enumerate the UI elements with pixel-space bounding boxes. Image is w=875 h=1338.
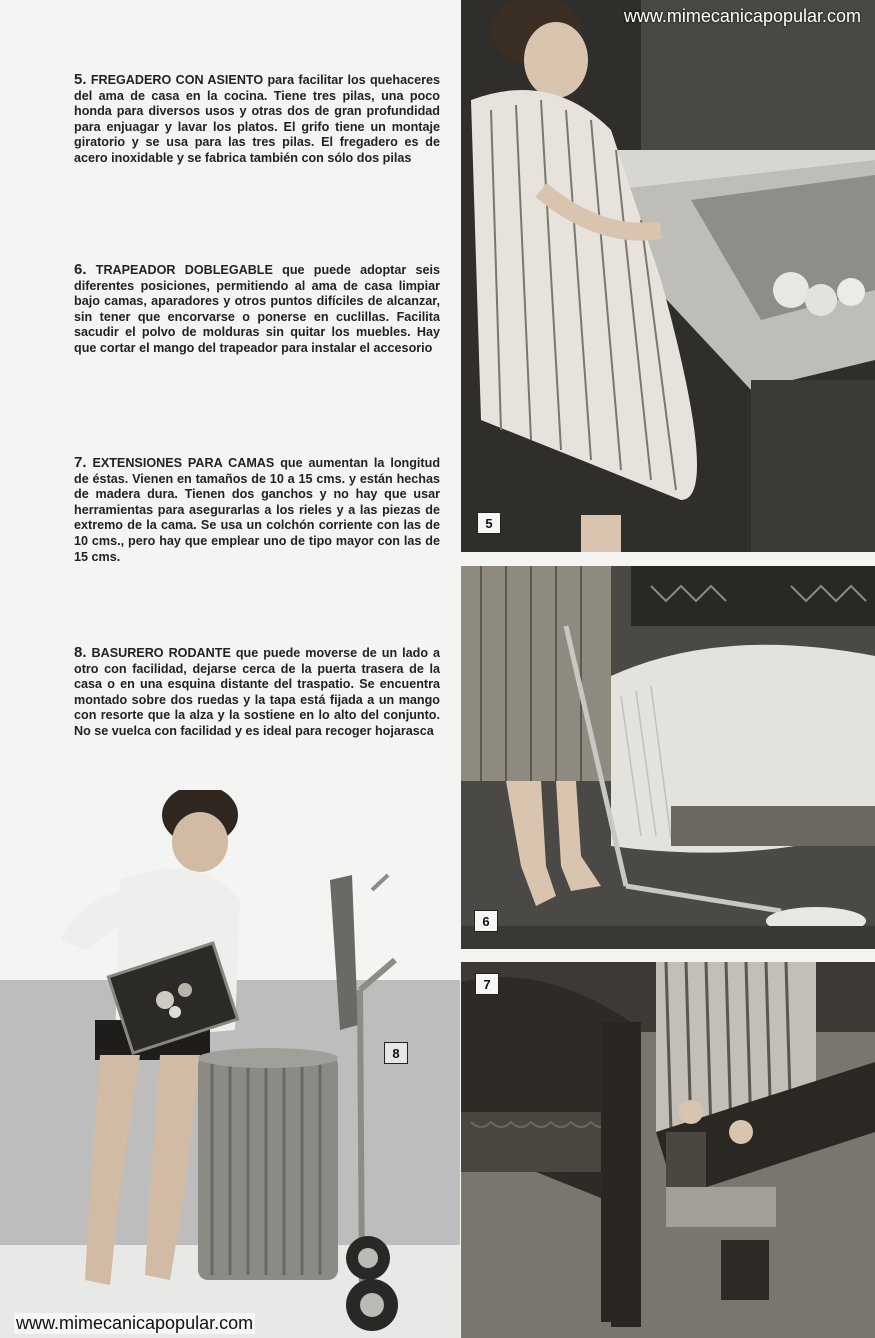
item-5-heading: FREGADERO CON ASIENTO [90,73,264,87]
item-7-text: que aumentan la longitud de éstas. Vienen en tamaños de 10 a 15 cms. y están hechas de madera dura. Tienen dos ganchos y no hay que usar herramientas para asegurarlas a los rieles y a las piezas de extremo de la cama. Se usa un colchón corriente con las de 10 cms., pero hay que emplear uno de tipo mayor con las de 15 cms. [74,456,441,564]
item-5-number: 5. [74,71,87,88]
item-6-number: 6. [74,261,87,278]
item-7-paragraph [74,455,440,565]
figure-label-8: 8 [384,1042,408,1064]
item-8-paragraph [74,645,440,740]
watermark-top: www.mimecanicapopular.com [623,6,861,26]
photo-folding-mop [461,566,875,949]
item-8-heading: BASURERO RODANTE [91,646,231,660]
item-8-text: que puede moverse de un lado a otro con facilidad, dejarse cerca de la puerta trasera de la casa o en una esquina distante del traspatio. Se encuentra montado sobre dos ruedas y la tapa está fijada a un mango con resorte que la alza y la sostiene en lo alto del conjunto. No se vuelca con facilidad y es ideal para recoger hojarasca [74,646,441,738]
figure-label-7: 7 [475,973,499,995]
item-7-heading: EXTENSIONES PARA CAMAS [92,456,275,470]
photo-rolling-trash-can [0,790,460,1338]
item-6-paragraph [74,262,440,357]
figure-label-6: 6 [474,910,498,932]
photo-bed-extensions [461,962,875,1338]
photo-sink-with-seat [461,0,875,552]
item-7-number: 7. [74,454,87,471]
item-5-text: para facilitar los quehaceres del ama de casa en la cocina. Tiene tres pilas, una poco honda para diversos usos y otras dos de gran profundidad para enjuagar y lavar los platos. El grifo tiene un montaje giratorio y se usa para las tres pilas. El fregadero es de acero inoxidable y se fabrica también con sólo dos pilas [74,73,440,165]
item-6-heading: TRAPEADOR DOBLEGABLE [95,263,273,277]
item-5-paragraph [74,72,440,167]
item-8-number: 8. [74,644,87,661]
figure-label-5: 5 [477,512,501,534]
watermark-bottom: www.mimecanicapopular.com [16,1313,254,1333]
item-6-text: que puede adoptar seis diferentes posiciones, permitiendo al ama de casa limpiar bajo camas, aparadores y otros puntos difíciles de alcanzar, sin tener que encorvarse o ponerse en cuclillas. Facilita sacudir el polvo de molduras sin quitar los muebles. Hay que cortar el mango del trapeador para instalar el accesorio [74,263,441,355]
